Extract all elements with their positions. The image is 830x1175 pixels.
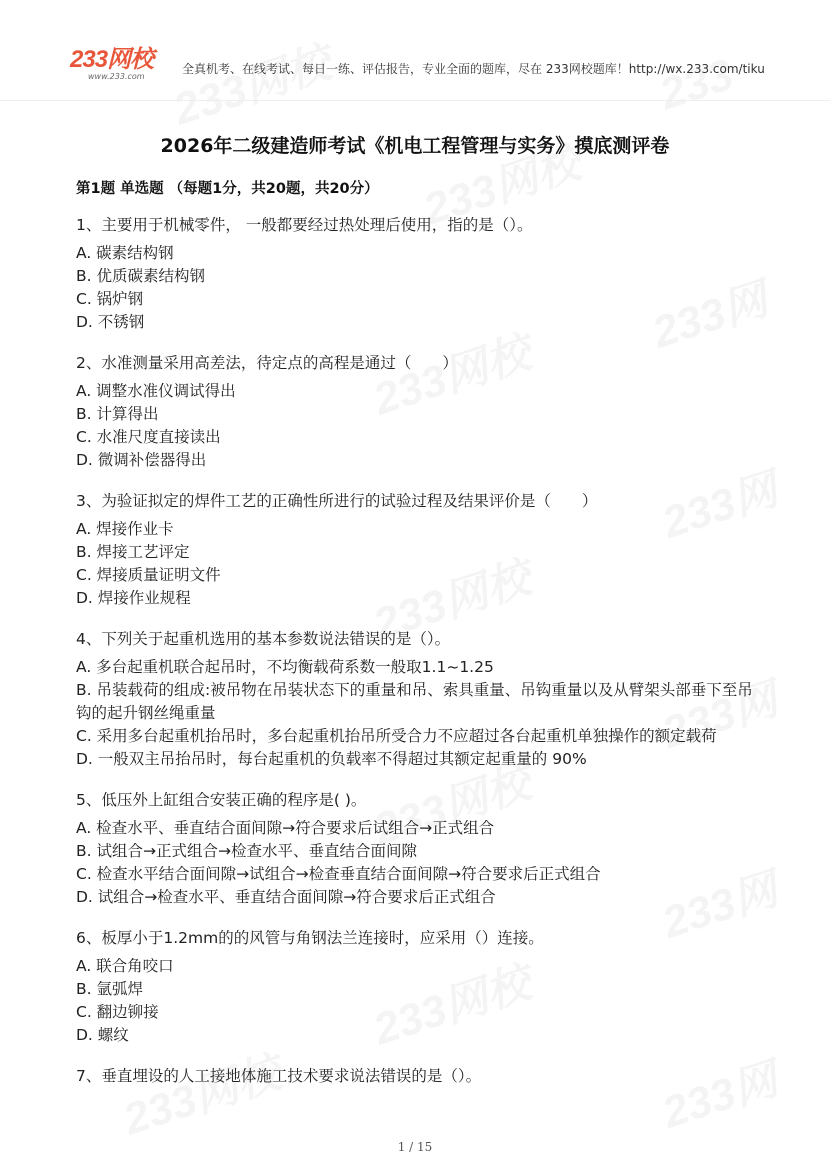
- logo: [70, 48, 153, 82]
- answer-option: D. 试组合→检查水平、垂直结合面间隙→符合要求后正式组合: [76, 888, 496, 906]
- header-divider: [0, 100, 830, 101]
- question: [76, 1065, 756, 1088]
- answer-option: C. 锅炉钢: [76, 290, 144, 308]
- answer-option: A. 焊接作业卡: [76, 520, 174, 538]
- answer-option: D. 螺纹: [76, 1026, 129, 1044]
- logo-subtext: www.233.com: [88, 72, 145, 81]
- question: [76, 628, 756, 771]
- answer-option: A. 调整水准仪调试得出: [76, 382, 236, 400]
- answer-option: B. 吊装载荷的组成:被吊物在吊装状态下的重量和吊、索具重量、吊钩重量以及从臂架头部垂下至吊钩的起升钢丝绳重量: [76, 681, 753, 722]
- answer-option: D. 焊接作业规程: [76, 589, 191, 607]
- page-number: 1 / 15: [397, 1140, 433, 1154]
- question-list: [76, 214, 756, 1093]
- question-text: 2、水准测量采用高差法，待定点的高程是通过（ ）: [76, 354, 458, 372]
- logo-text: 233网校: [70, 46, 154, 73]
- answer-option: D. 一般双主吊抬吊时，每台起重机的负载率不得超过其额定起重量的 90%: [76, 750, 587, 768]
- answer-option: B. 试组合→正式组合→检查水平、垂直结合面间隙: [76, 842, 417, 860]
- question: [76, 789, 756, 909]
- answer-option: A. 碳素结构钢: [76, 244, 174, 262]
- answer-option: B. 优质碳素结构钢: [76, 267, 205, 285]
- answer-option: D. 微调补偿器得出: [76, 451, 207, 469]
- answer-option: A. 检查水平、垂直结合面间隙→符合要求后试组合→正式组合: [76, 819, 495, 837]
- question-text: 1、主要用于机械零件， 一般都要经过热处理后使用，指的是（）。: [76, 216, 533, 234]
- answer-option: B. 计算得出: [76, 405, 159, 423]
- answer-option: B. 焊接工艺评定: [76, 543, 190, 561]
- answer-option: A. 多台起重机联合起吊时，不均衡载荷系数一般取1.1~1.25: [76, 658, 494, 676]
- answer-option: C. 检查水平结合面间隙→试组合→检查垂直结合面间隙→符合要求后正式组合: [76, 865, 601, 883]
- question-text: 3、为验证拟定的焊件工艺的正确性所进行的试验过程及结果评价是（ ）: [76, 492, 598, 510]
- question: [76, 490, 756, 610]
- question-text: 5、低压外上缸组合安装正确的程序是( )。: [76, 791, 367, 809]
- answer-option: C. 采用多台起重机抬吊时，多台起重机抬吊所受合力不应超过各台起重机单独操作的额定载荷: [76, 727, 717, 745]
- page-title: 2026年二级建造师考试《机电工程管理与实务》摸底测评卷: [160, 135, 670, 157]
- question: [76, 927, 756, 1047]
- answer-option: A. 联合角咬口: [76, 957, 174, 975]
- answer-option: C. 焊接质量证明文件: [76, 566, 221, 584]
- page-header: [70, 44, 780, 94]
- question-text: 4、下列关于起重机选用的基本参数说法错误的是（）。: [76, 630, 451, 648]
- question: [76, 352, 756, 472]
- question-text: 7、垂直埋设的人工接地体施工技术要求说法错误的是（）。: [76, 1067, 482, 1085]
- answer-option: C. 水准尺度直接读出: [76, 428, 221, 446]
- header-slogan: 全真机考、在线考试、每日一练、评估报告，专业全面的题库，尽在 233网校题库！http://wx.233.com/tiku: [182, 62, 765, 76]
- answer-option: D. 不锈钢: [76, 313, 145, 331]
- question: [76, 214, 756, 334]
- answer-option: B. 氩弧焊: [76, 980, 143, 998]
- question-text: 6、板厚小于1.2mm的的风管与角钢法兰连接时，应采用（）连接。: [76, 929, 544, 947]
- answer-option: C. 翻边铆接: [76, 1003, 159, 1021]
- section-heading: 第1题 单选题 （每题1分，共20题，共20分）: [76, 181, 379, 197]
